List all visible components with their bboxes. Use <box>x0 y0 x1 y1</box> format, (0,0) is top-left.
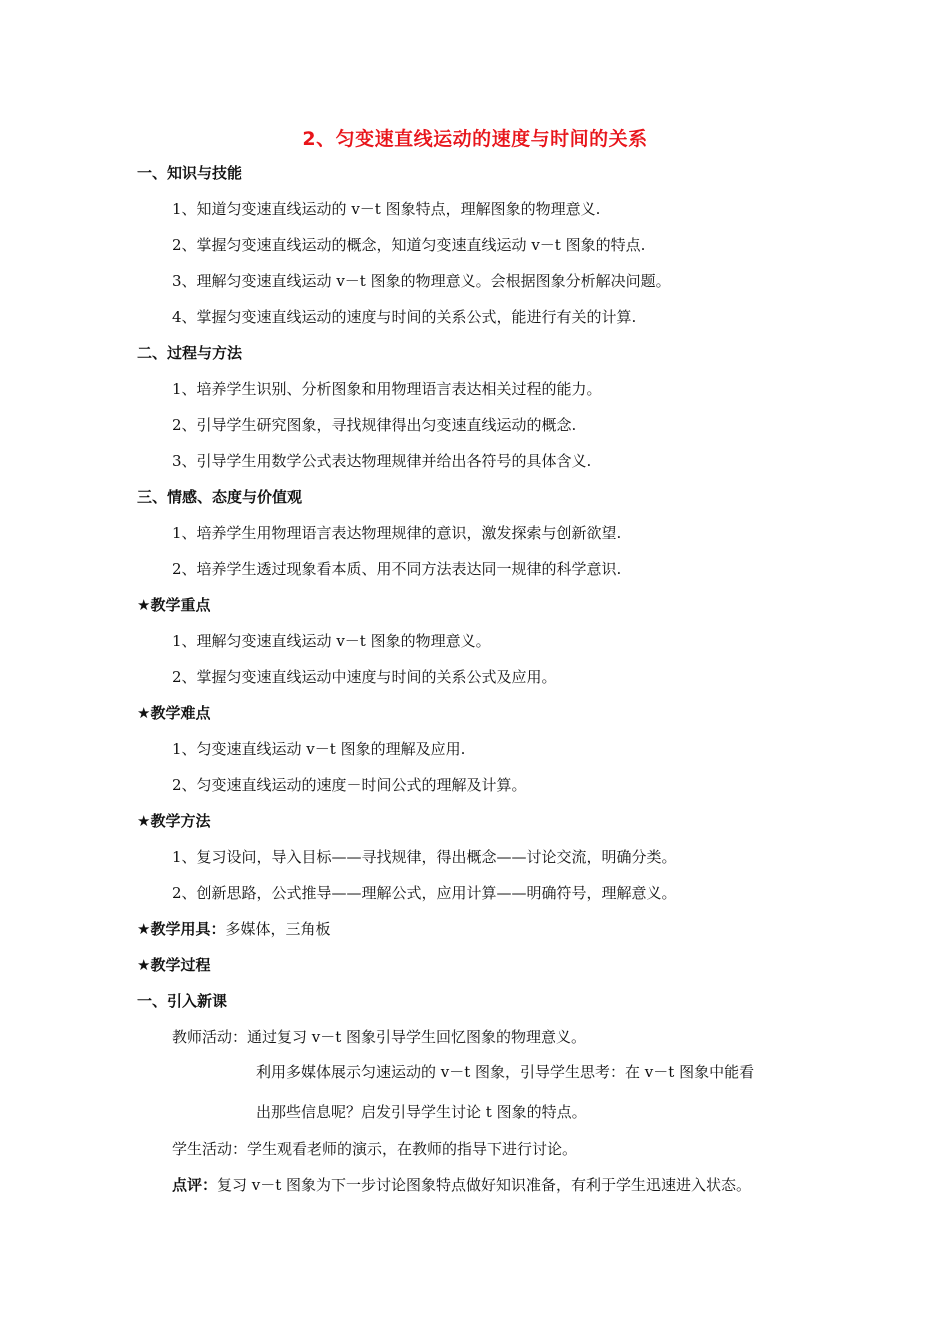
list-item: 2、创新思路，公式推导——理解公式，应用计算——明确符号，理解意义。 <box>172 884 677 902</box>
comment-text: 复习 v－t 图象为下一步讨论图象特点做好知识准备，有利于学生迅速进入状态。 <box>217 1176 752 1194</box>
section-heading-difficulty: ★教学难点 <box>137 704 211 722</box>
list-item: 1、培养学生识别、分析图象和用物理语言表达相关过程的能力。 <box>172 380 602 398</box>
student-activity: 学生活动：学生观看老师的演示，在教师的指导下进行讨论。 <box>172 1140 578 1158</box>
section-heading-attitude: 三、情感、态度与价值观 <box>137 488 303 506</box>
page-title: 2、匀变速直线运动的速度与时间的关系 <box>302 128 648 150</box>
list-item: 1、知道匀变速直线运动的 v－t 图象特点，理解图象的物理意义. <box>172 200 601 218</box>
teacher-activity-continued: 利用多媒体展示匀速运动的 v－t 图象，引导学生思考：在 v－t 图象中能看 <box>256 1063 755 1081</box>
list-item: 4、掌握匀变速直线运动的速度与时间的关系公式，能进行有关的计算. <box>172 308 637 326</box>
list-item: 1、复习设问，导入目标——寻找规律，得出概念——讨论交流，明确分类。 <box>172 848 677 866</box>
list-item: 1、匀变速直线运动 v－t 图象的理解及应用. <box>172 740 466 758</box>
comment-line <box>172 1175 751 1195</box>
list-item: 2、引导学生研究图象，寻找规律得出匀变速直线运动的概念. <box>172 416 577 434</box>
section-heading-knowledge: 一、知识与技能 <box>137 164 243 182</box>
comment-label: 点评： <box>172 1176 218 1194</box>
section-heading-process: 二、过程与方法 <box>137 344 243 362</box>
list-item: 2、培养学生透过现象看本质、用不同方法表达同一规律的科学意识. <box>172 560 622 578</box>
tools-line <box>137 919 330 939</box>
tools-label: ★教学用具： <box>137 920 226 938</box>
list-item: 2、匀变速直线运动的速度－时间公式的理解及计算。 <box>172 776 527 794</box>
list-item: 3、理解匀变速直线运动 v－t 图象的物理意义。会根据图象分析解决问题。 <box>172 272 671 290</box>
section-heading-method: ★教学方法 <box>137 812 211 830</box>
list-item: 2、掌握匀变速直线运动中速度与时间的关系公式及应用。 <box>172 668 557 686</box>
list-item: 1、理解匀变速直线运动 v－t 图象的物理意义。 <box>172 632 491 650</box>
teacher-activity-continued: 出那些信息呢？启发引导学生讨论 t 图象的特点。 <box>256 1103 587 1121</box>
tools-value: 多媒体，三角板 <box>225 920 331 938</box>
teacher-activity: 教师活动：通过复习 v－t 图象引导学生回忆图象的物理意义。 <box>172 1028 587 1046</box>
list-item: 1、培养学生用物理语言表达物理规律的意识，激发探索与创新欲望. <box>172 524 622 542</box>
section-heading-intro: 一、引入新课 <box>137 992 228 1010</box>
section-heading-teaching-process: ★教学过程 <box>137 956 211 974</box>
list-item: 2、掌握匀变速直线运动的概念，知道匀变速直线运动 v－t 图象的特点. <box>172 236 646 254</box>
list-item: 3、引导学生用数学公式表达物理规律并给出各符号的具体含义. <box>172 452 592 470</box>
section-heading-focus: ★教学重点 <box>137 596 211 614</box>
